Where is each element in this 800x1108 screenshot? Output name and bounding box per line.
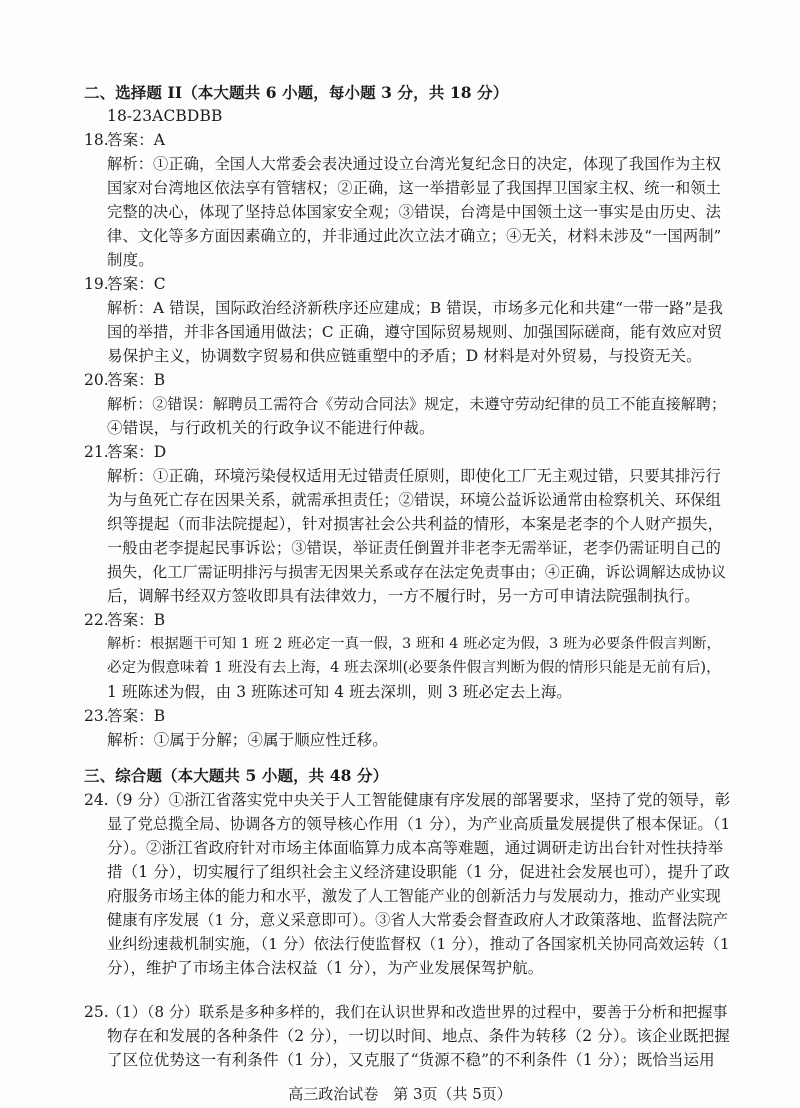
analysis-line: 解析：②错误：解聘员工需符合《劳动合同法》规定，未遵守劳动纪律的员工不能直接解聘；	[107, 395, 727, 413]
analysis-line: 后，调解书经双方签收即具有法律效力，一方不履行时，另一方可申请法院强制执行。	[107, 587, 700, 605]
analysis-line: 解析：①正确，环境污染侵权适用无过错责任原则，即使化工厂无主观过错，只要其排污行	[107, 467, 721, 485]
question-number: 24.	[84, 791, 109, 809]
answer-line: 答案：B	[107, 371, 166, 389]
answer-line: 分）。②浙江省政府针对市场主体面临算力成本高等难题，通过调研走访出台针对性扶持举	[107, 839, 724, 857]
analysis-line: 国家对台湾地区依法享有管辖权；②正确，这一举措彰显了我国捍卫国家主权、统一和领土	[107, 179, 721, 197]
analysis-line: 易保护主义，协调数字贸易和供应链重塑中的矛盾；D 材料是对外贸易，与投资无关。	[107, 347, 702, 365]
answer-line: 了区位优势这一有利条件（1 分），又克服了“货源不稳”的不利条件（1 分）；既恰当运用	[107, 1051, 715, 1069]
analysis-line: 解析：①属于分解；④属于顺应性迁移。	[107, 731, 388, 749]
answer-line: 措（1 分），切实履行了组织社会主义经济建设职能（1 分，促进社会发展也可），提升了政	[107, 863, 730, 881]
analysis-line: 完整的决心，体现了坚持总体国家安全观；③错误，台湾是中国领土这一事实是由历史、法	[107, 203, 721, 221]
question-number: 18.	[84, 131, 109, 149]
analysis-line: 解析：A 错误，国际政治经济新秩序还应建成；B 错误，市场多元化和共建“一带一路”是我	[107, 299, 724, 317]
analysis-line: 制度。	[107, 251, 154, 269]
analysis-line: 为与鱼死亡存在因果关系，就需承担责任；②错误，环境公益诉讼通常由检察机关、环保组	[107, 491, 721, 509]
question-number: 22.	[84, 611, 109, 629]
answer-line: 府服务市场主体的能力和水平，激发了人工智能产业的创新活力与发展动力，推动产业实现	[107, 887, 721, 905]
answer-line: 答案：B	[107, 707, 166, 725]
answer-line: 显了党总揽全局、协调各方的领导核心作用（1 分），为产业高质量发展提供了根本保证。（1	[107, 815, 731, 833]
answer-line: 答案：A	[107, 131, 166, 149]
section-heading: 三、综合题（本大题共 5 小题，共 48 分）	[84, 766, 389, 785]
analysis-line: 1 班陈述为假，由 3 班陈述可知 4 班去深圳，则 3 班必定去上海。	[107, 683, 573, 701]
answer-line: （9 分）①浙江省落实党中央关于人工智能健康有序发展的部署要求，坚持了党的领导，彰	[107, 791, 731, 809]
question-number: 20.	[84, 371, 109, 389]
answer-line: 业纠纷速裁机制实施，（1 分）依法行使监督权（1 分），推动了各国家机关协同高效运转（1	[107, 935, 730, 953]
analysis-line: 损失，化工厂需证明排污与损害无因果关系或存在法定免责事由；④正确，诉讼调解达成协议	[107, 563, 727, 581]
answer-line: 健康有序发展（1 分，意义采意即可）。③省人大常委会督查政府人才政策落地、监督法院产	[107, 911, 729, 929]
answer-line: 答案：D	[107, 443, 167, 461]
analysis-line: 律、文化等多方面因素确立的，并非通过此次立法才确立；④无关，材料未涉及“一国两制”	[107, 227, 722, 245]
page-footer: 高三政治试卷 第 3页（共 5页）	[288, 1085, 512, 1103]
analysis-line: 织等提起（而非法院提起），针对损害社会公共利益的情形，本案是老李的个人财产损失，	[107, 515, 724, 533]
question-number: 23.	[84, 707, 109, 725]
analysis-line: 解析：①正确，全国人大常委会表决通过设立台湾光复纪念日的决定，体现了我国作为主权	[107, 155, 721, 173]
answer-line: （1）（8 分）联系是多种多样的，我们在认识世界和改造世界的过程中，要善于分析和把握事	[107, 1003, 728, 1021]
answer-key: 18-23ACBDBB	[107, 107, 223, 125]
analysis-line: 一般由老李提起民事诉讼；③错误，举证责任倒置并非老李无需举证，老李仍需证明自己的	[107, 539, 721, 557]
question-number: 25.	[84, 1003, 109, 1021]
answer-line: 答案：B	[107, 611, 166, 629]
section-heading: 二、选择题 II（本大题共 6 小题，每小题 3 分，共 18 分）	[84, 83, 509, 102]
question-number: 19.	[84, 275, 109, 293]
answer-line: 答案：C	[107, 275, 166, 293]
answer-line: 分），维护了市场主体合法权益（1 分），为产业发展保驾护航。	[107, 959, 544, 977]
analysis-line: 国的举措，并非各国通用做法；C 正确，遵守国际贸易规则、加强国际磋商，能有效应对贸	[107, 323, 723, 341]
question-number: 21.	[84, 443, 109, 461]
answer-line: 物存在和发展的各种条件（2 分），一切以时间、地点、条件为转移（2 分）。该企业既把握	[107, 1027, 730, 1045]
analysis-line: 必定为假意味着 1 班没有去上海，4 班去深圳(必要条件假言判断为假的情形只能是无前有后)，	[107, 660, 721, 676]
analysis-line: 解析：根据题干可知 1 班 2 班必定一真一假，3 班和 4 班必定为假，3 班为必要条件假言判断，	[107, 636, 721, 652]
analysis-line: ④错误，与行政机关的行政争议不能进行仲裁。	[107, 419, 435, 437]
